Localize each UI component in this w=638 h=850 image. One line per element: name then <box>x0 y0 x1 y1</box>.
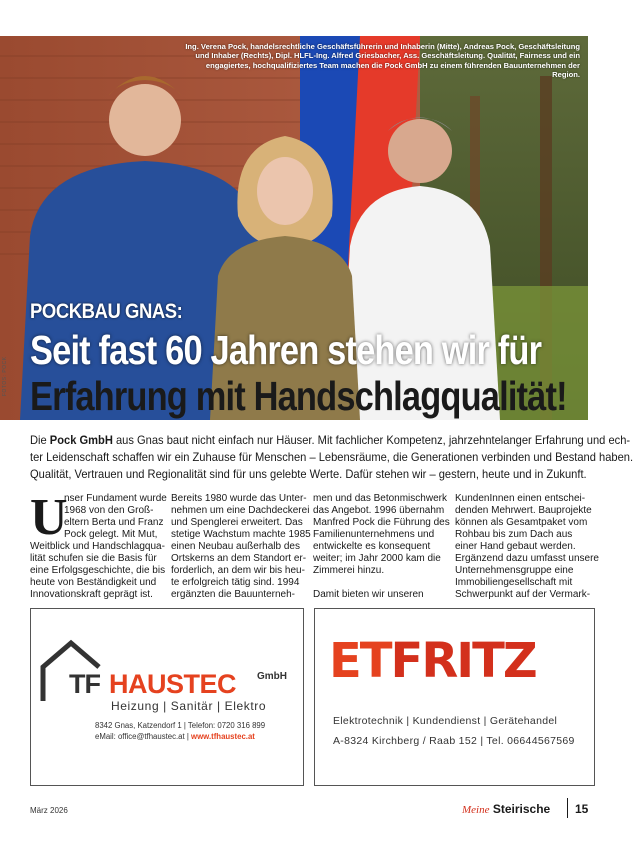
body-line: eltern Berta und Franz <box>64 517 164 528</box>
lead-rest: aus Gnas baut nicht einfach nur Häuser. Mit fachlicher Kompetenz, jahrzehntelanger Erfahrung und ech- <box>112 434 631 447</box>
body-line: ergänzten die Bauunterneh- <box>171 589 295 600</box>
body-line: KundenInnen einen entschei- <box>455 493 586 504</box>
tfhaustec-logo-name: HAUSTEC <box>109 669 237 699</box>
etfritz-contact: A-8324 Kirchberg / Raab 152 | Tel. 06644567569 <box>333 735 575 747</box>
body-column-1 <box>30 489 167 601</box>
ad-etfritz[interactable] <box>314 608 595 786</box>
body-line: Unternehmensgruppe eine <box>455 565 574 576</box>
tfhaustec-address: 8342 Gnas, Katzendorf 1 | Telefon: 0720 316 899 <box>95 721 266 730</box>
body-line: Damit bieten wir unseren <box>313 589 424 600</box>
footer-divider <box>567 798 568 818</box>
body-line: können als Gesamtpaket vom <box>455 517 588 528</box>
body-line: Immobiliengesellschaft mit <box>455 577 573 588</box>
lead-prefix: Die <box>30 434 50 447</box>
body-line: Weitblick und Handschlagqua- <box>30 541 165 552</box>
body-line: Bereits 1980 wurde das Unter- <box>171 493 307 504</box>
etfritz-logo-fritz: FRITZ <box>390 633 536 689</box>
etfritz-logo-et: ET <box>329 633 391 689</box>
tfhaustec-website-link[interactable]: www.tfhaustec.at <box>191 731 255 741</box>
ad-tfhaustec[interactable] <box>30 608 304 786</box>
etfritz-services: Elektrotechnik | Kundendienst | Gerätehandel <box>333 715 558 727</box>
tfhaustec-contact <box>95 721 295 742</box>
body-line: forderlich, an dem wir bis heu- <box>171 565 305 576</box>
body-line: nser Fundament wurde <box>64 493 167 504</box>
body-line: und Spenglerei erweitert. Das <box>171 517 303 528</box>
body-line: Schwerpunkt auf der Vermark- <box>455 589 591 600</box>
magazine-name <box>462 802 550 816</box>
body-column-3 <box>313 493 450 601</box>
magazine-name-prefix: Meine <box>462 804 490 816</box>
body-line: einer Hand gebaut werden. <box>455 541 576 552</box>
body-column-4 <box>455 493 599 601</box>
body-line: Rohbau bis zum Dach aus <box>455 529 573 540</box>
tfhaustec-email-line <box>95 732 295 743</box>
body-line: Zimmerei hinzu. <box>313 565 385 576</box>
tfhaustec-logo-mark: TF <box>69 669 100 699</box>
body-line: Innovationskraft geprägt ist. <box>30 589 153 600</box>
lead-line-2: ter Leidenschaft schaffen wir ein Zuhause für Menschen – Lebensräume, die Generationen verbinden und Bestand haben. <box>30 451 634 465</box>
lead-brand: Pock GmbH <box>49 434 113 447</box>
article-kicker: POCKBAU GNAS: <box>30 300 183 323</box>
magazine-name-main: Steirische <box>492 802 551 816</box>
body-line: entwickelte es konsequent <box>313 541 431 552</box>
tfhaustec-logo-suffix: GmbH <box>257 671 287 682</box>
body-line: weiter; im Jahr 2000 kam die <box>313 553 441 564</box>
etfritz-logo <box>329 633 536 689</box>
body-line: einen Neubau außerhalb des <box>171 541 300 552</box>
body-line: eine Erfolgsgeschichte, die bis <box>30 565 166 576</box>
body-line: lität schufen sie die Basis für <box>30 553 157 564</box>
headline-line-2: Erfahrung mit Handschlagqualität! <box>30 373 567 419</box>
body-line: Manfred Pock die Führung des <box>313 517 450 528</box>
body-line <box>313 577 445 589</box>
photo-caption: Ing. Verena Pock, handelsrechtliche Geschäftsführerin und Inhaberin (Mitte), Andreas Pock, Geschäftsleitung und Inhaber (Rechts), Dipl. HLFL-Ing. Alfred Griesbacher, Ass. Geschäftsleitung. Qualität, Fairness und ein engagiertes, hochqualifiziertes Team machen die Pock GmbH zu einem führenden Bauunternehmen der Region. <box>185 42 580 80</box>
body-line: te erfolgreich tätig sind. 1994 <box>171 577 300 588</box>
body-line: Familienunternehmens und <box>313 529 435 540</box>
article-lead <box>30 432 634 484</box>
photo-credit: FOTOS: POCK <box>2 356 8 396</box>
headline-line-1: Seit fast 60 Jahren stehen wir für <box>30 327 542 373</box>
body-line: 1968 von den Groß- <box>64 505 154 516</box>
body-line: das Angebot. 1996 übernahm <box>313 505 445 516</box>
tfhaustec-tagline: Heizung | Sanitär | Elektro <box>111 699 267 713</box>
body-line: Ergänzend dazu umfasst unsere <box>455 553 599 564</box>
body-line: men und das Betonmischwerk <box>313 493 447 504</box>
body-column-2 <box>171 493 311 601</box>
body-line: nehmen um eine Dachdeckerei <box>171 505 310 516</box>
body-line: denden Mehrwert. Bauprojekte <box>455 505 592 516</box>
tfhaustec-email: eMail: office@tfhaustec.at | <box>95 731 192 741</box>
footer-date: März 2026 <box>30 806 68 815</box>
body-line: Ortskerns an dem Standort er- <box>171 553 307 564</box>
lead-line-3: Qualität, Vertrauen und Regionalität sind für uns gelebte Werte. Dafür stehen wir – gestern, heute und in Zukunft. <box>30 468 587 482</box>
body-line: heute von Beständigkeit und <box>30 577 157 588</box>
page-number: 15 <box>575 802 589 816</box>
body-line: stetige Wachstum machte 1985 <box>171 529 311 540</box>
drop-cap: U <box>30 489 68 546</box>
body-line: Pock gelegt. Mit Mut, <box>64 529 158 540</box>
lead-line-1 <box>30 432 631 449</box>
